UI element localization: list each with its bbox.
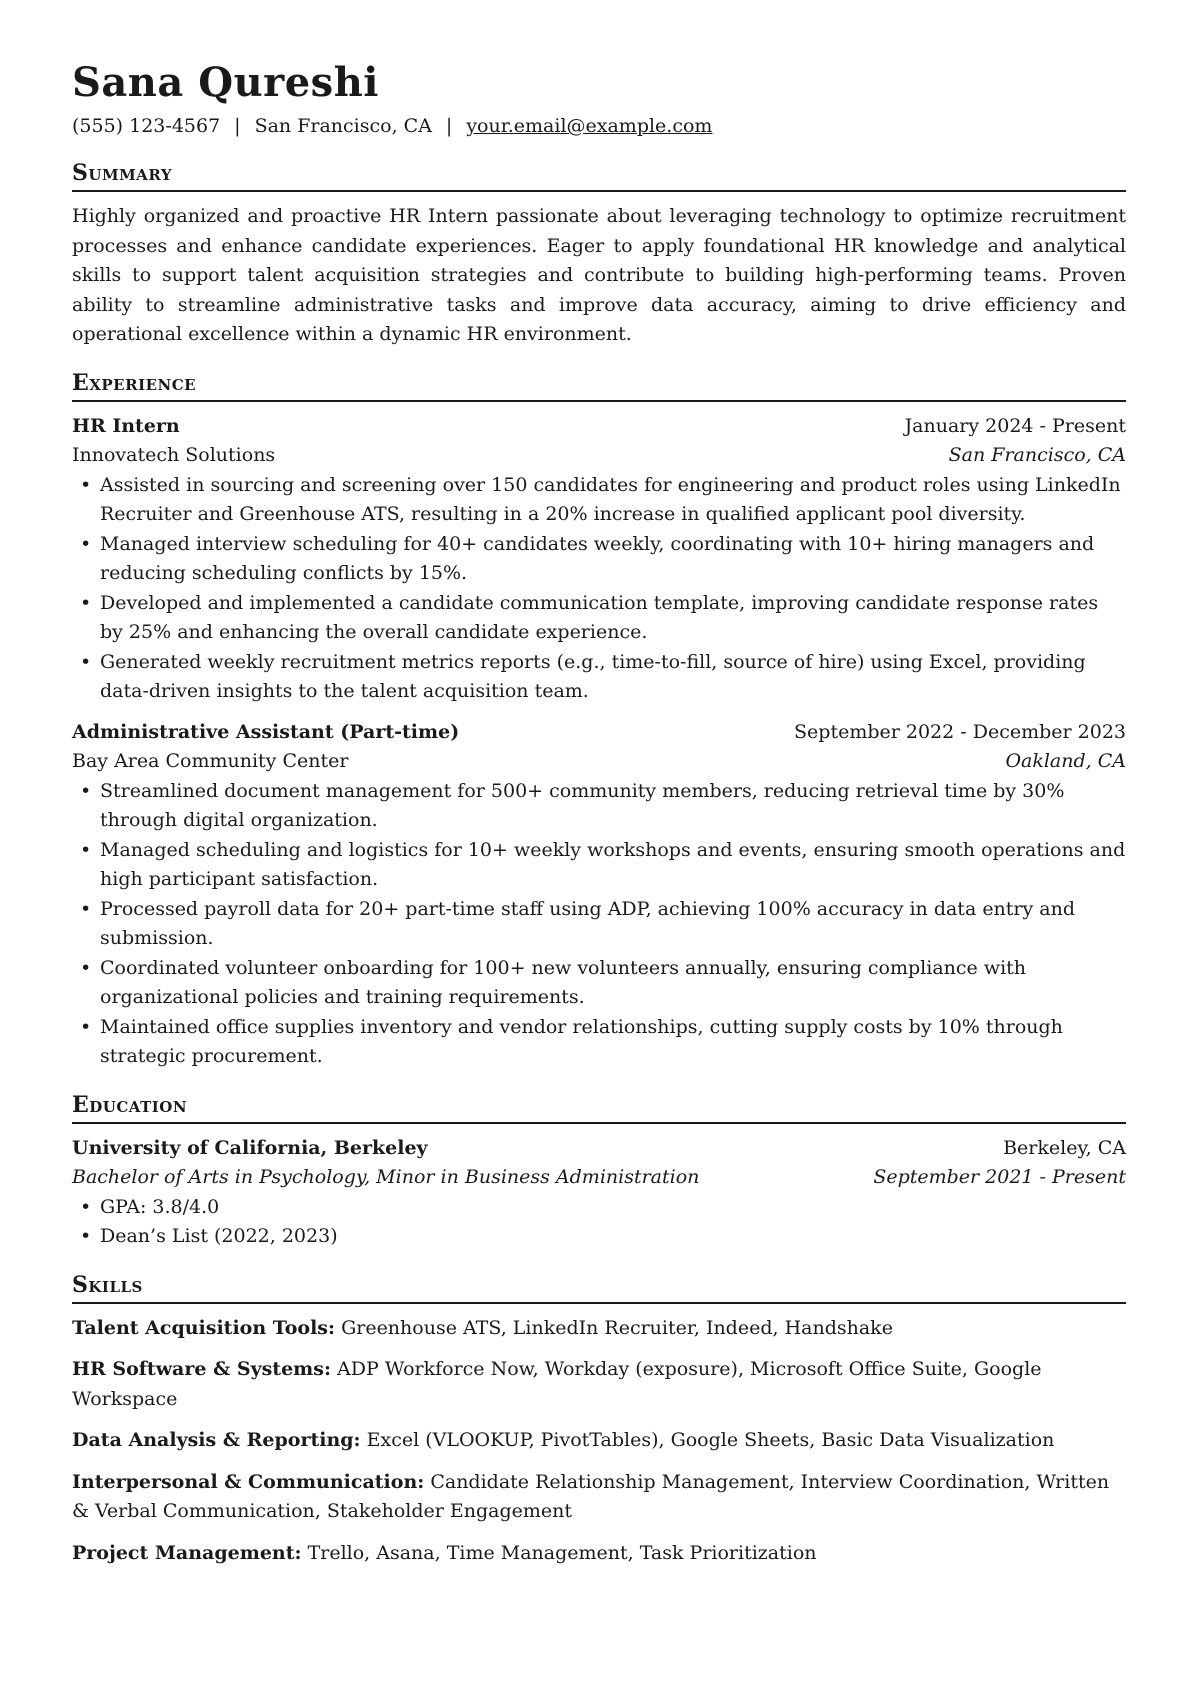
- job-bullet: • Maintained office supplies inventory and vendor relationships, cutting supply costs by 10% through strategic procurement.: [72, 1013, 1126, 1072]
- summary-text: Highly organized and proactive HR Intern passionate about leveraging technology to optimize recruitment processes and enhance candidate experiences. Eager to apply foundational HR knowledge and analytical skills to support talent acquisition strategies and contribute to building high-performing teams. Proven ability to streamline administrative tasks and improve data accuracy, aiming to drive efficiency and operational excellence within a dynamic HR environment.: [72, 205, 1126, 345]
- job-dates: January 2024 - Present: [904, 414, 1126, 437]
- skill-row: [72, 1314, 1126, 1344]
- job-bullet: • Streamlined document management for 500+ community members, reducing retrieval time by 30% through digital organization.: [72, 777, 1126, 836]
- job-bullet: • Processed payroll data for 20+ part-time staff using ADP, achieving 100% accuracy in data entry and submission.: [72, 895, 1126, 954]
- job-subheader: [72, 441, 1126, 471]
- job-header: [72, 718, 1126, 748]
- skill-value: Excel (VLOOKUP, PivotTables), Google Sheets, Basic Data Visualization: [366, 1429, 1055, 1451]
- skill-label: Talent Acquisition Tools:: [72, 1316, 336, 1339]
- skill-label: Project Management:: [72, 1541, 302, 1564]
- candidate-name: Sana Qureshi: [72, 59, 379, 106]
- education-subheader: [72, 1163, 1126, 1193]
- job-company: Innovatech Solutions: [72, 444, 276, 466]
- education-bullets: [72, 1193, 1126, 1252]
- section-title-education: Education: [72, 1090, 1126, 1124]
- section-title-summary: Summary: [72, 158, 1126, 192]
- job-role: Administrative Assistant (Part-time): [72, 720, 460, 743]
- contact-separator: |: [234, 115, 241, 137]
- job-entry: [72, 718, 1126, 1072]
- job-bullet: • Managed interview scheduling for 40+ candidates weekly, coordinating with 10+ hiring managers and reducing scheduling conflicts by 15%.: [72, 530, 1126, 589]
- job-bullet: • Assisted in sourcing and screening over 150 candidates for engineering and product roles using LinkedIn Recruiter and Greenhouse ATS, resulting in a 20% increase in qualified applicant pool diversity.: [72, 471, 1126, 530]
- section-title-experience: Experience: [72, 368, 1126, 402]
- skill-row: [72, 1426, 1126, 1456]
- job-bullet: • Developed and implemented a candidate communication template, improving candidate response rates by 25% and enhancing the overall candidate experience.: [72, 589, 1126, 648]
- school-name: University of California, Berkeley: [72, 1136, 428, 1159]
- skill-value: Trello, Asana, Time Management, Task Prioritization: [307, 1541, 817, 1564]
- job-company: Bay Area Community Center: [72, 750, 349, 772]
- job-header: [72, 412, 1126, 442]
- skill-value: Greenhouse ATS, LinkedIn Recruiter, Indeed, Handshake: [341, 1316, 893, 1339]
- section-title-skills: Skills: [72, 1270, 1126, 1304]
- contact-line: [72, 112, 1126, 140]
- skill-row: [72, 1539, 1126, 1569]
- job-bullets: [72, 471, 1126, 707]
- job-bullet: • Coordinated volunteer onboarding for 100+ new volunteers annually, ensuring compliance with organizational policies and training requirements.: [72, 954, 1126, 1013]
- job-entry: [72, 412, 1126, 707]
- skill-value: Candidate Relationship Management, Interview Coordination, Written & Verbal Communication, Stakeholder Engagement: [72, 1470, 1110, 1522]
- phone-number: (555) 123-4567: [72, 115, 221, 137]
- job-subheader: [72, 747, 1126, 777]
- skill-value: ADP Workforce Now, Workday (exposure), Microsoft Office Suite, Google Workspace: [72, 1358, 1042, 1410]
- location-text: San Francisco, CA: [254, 115, 432, 137]
- school-location: Berkeley, CA: [1003, 1136, 1126, 1159]
- skill-label: Data Analysis & Reporting:: [72, 1429, 361, 1451]
- degree-text: Bachelor of Arts in Psychology, Minor in Business Administration: [72, 1166, 700, 1188]
- education-bullet: • GPA: 3.8/4.0: [72, 1193, 1126, 1223]
- job-bullet: • Managed scheduling and logistics for 10+ weekly workshops and events, ensuring smooth operations and high participant satisfaction.: [72, 836, 1126, 895]
- resume-page: [72, 58, 1126, 1580]
- job-bullets: [72, 777, 1126, 1072]
- job-role: HR Intern: [72, 414, 180, 437]
- skill-label: HR Software & Systems:: [72, 1358, 331, 1380]
- job-location: Oakland, CA: [1005, 750, 1126, 772]
- job-dates: September 2022 - December 2023: [794, 720, 1126, 743]
- skill-label: Interpersonal & Communication:: [72, 1470, 425, 1493]
- contact-separator: |: [445, 115, 453, 137]
- education-bullet: • Dean’s List (2022, 2023): [72, 1222, 1126, 1252]
- skill-row: [72, 1355, 1126, 1414]
- job-bullet: • Generated weekly recruitment metrics reports (e.g., time-to-fill, source of hire) using Excel, providing data-driven insights to the talent acquisition team.: [72, 648, 1126, 707]
- job-location: San Francisco, CA: [948, 444, 1126, 466]
- education-header: [72, 1134, 1126, 1164]
- email-link[interactable]: your.email@example.com: [466, 115, 713, 137]
- skill-row: [72, 1468, 1126, 1527]
- education-dates: September 2021 - Present: [873, 1166, 1126, 1188]
